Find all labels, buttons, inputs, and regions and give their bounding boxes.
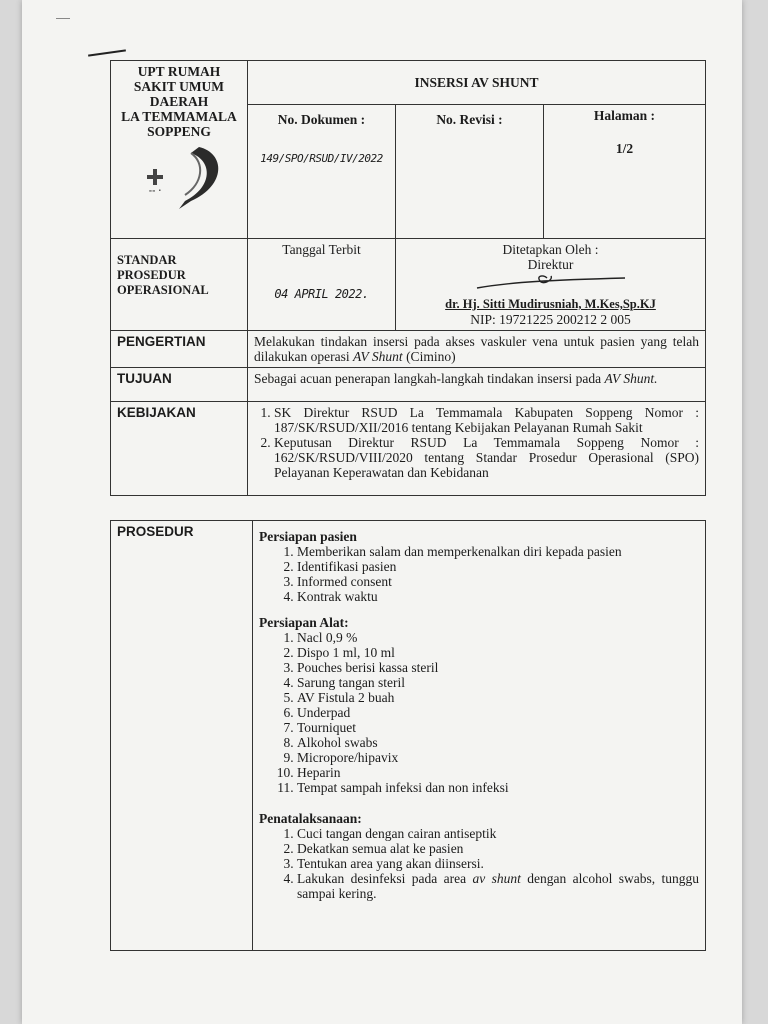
sop-label-line: STANDAR bbox=[117, 253, 177, 267]
institution-name-line: DAERAH bbox=[149, 94, 209, 109]
persiapan-pasien-title: Persiapan pasien bbox=[259, 529, 357, 544]
pengertian-label: PENGERTIAN bbox=[111, 331, 248, 368]
pen-mark bbox=[56, 18, 70, 19]
issued-label: Tanggal Terbit bbox=[282, 242, 361, 257]
doc-number-label: No. Dokumen : bbox=[277, 112, 366, 127]
institution-name-line: SAKIT UMUM bbox=[133, 79, 225, 94]
list-item bbox=[297, 871, 699, 901]
prosedur-table bbox=[110, 520, 706, 951]
list-item: 8. Alkohol swabs bbox=[297, 735, 699, 750]
penatalaksanaan-list bbox=[259, 826, 699, 901]
pengertian-text-part: Melakukan tindakan insersi pada akses vaskuler vena untuk pasien yang telah dilakukan operasi bbox=[254, 334, 699, 364]
kebijakan-label: KEBIJAKAN bbox=[111, 402, 248, 496]
sop-label-line: OPERASIONAL bbox=[117, 283, 209, 297]
list-item: 2. Dispo 1 ml, 10 ml bbox=[297, 645, 699, 660]
persiapan-pasien-list bbox=[259, 544, 699, 604]
list-item: 10. Heparin bbox=[297, 765, 699, 780]
list-item: 2. Keputusan Direktur RSUD La Temmamala Soppeng Nomor : 162/SK/RSUD/VIII/2020 tentang Standar Prosedur Operasional (SPO) Pelayanan Keperawatan dan Kebidanan bbox=[274, 435, 699, 480]
penatalaksanaan-title: Penatalaksanaan: bbox=[259, 811, 362, 826]
kebijakan-list-cell bbox=[248, 402, 706, 496]
persiapan-alat-title: Persiapan Alat: bbox=[259, 615, 349, 630]
pengertian-text bbox=[248, 331, 706, 368]
list-item: 1. Cuci tangan dengan cairan antiseptik bbox=[297, 826, 699, 841]
issued-cell bbox=[248, 239, 396, 331]
approved-role: Direktur bbox=[527, 257, 574, 272]
list-item: 11. Tempat sampah infeksi dan non infeksi bbox=[297, 780, 699, 795]
step-italic: av shunt bbox=[472, 871, 521, 886]
page-value: 1/2 bbox=[615, 141, 634, 156]
prosedur-label: PROSEDUR bbox=[111, 521, 253, 951]
institution-name-line: SOPPENG bbox=[147, 124, 211, 139]
tujuan-italic: AV Shunt. bbox=[604, 371, 658, 386]
page-label: Halaman : bbox=[593, 108, 656, 123]
list-item: 2. Identifikasi pasien bbox=[297, 559, 699, 574]
issued-value: 04 APRIL 2022. bbox=[274, 287, 369, 301]
tujuan-text-part: Sebagai acuan penerapan langkah-langkah tindakan insersi pada bbox=[254, 371, 605, 386]
list-item: 3. Pouches berisi kassa steril bbox=[297, 660, 699, 675]
prosedur-content bbox=[253, 521, 706, 951]
list-item: 9. Micropore/hipavix bbox=[297, 750, 699, 765]
institution-name-line: UPT RUMAH bbox=[137, 64, 221, 79]
persiapan-alat-list bbox=[259, 630, 699, 795]
doc-number-value: 149/SPO/RSUD/IV/2022 bbox=[260, 152, 383, 165]
tujuan-text bbox=[248, 368, 706, 402]
director-nip: NIP: 19721225 200212 2 005 bbox=[470, 312, 631, 327]
header-table bbox=[110, 60, 706, 496]
list-item: 4. Sarung tangan steril bbox=[297, 675, 699, 690]
list-item: 4. Kontrak waktu bbox=[297, 589, 699, 604]
page-cell bbox=[544, 105, 706, 239]
list-item: 5. AV Fistula 2 buah bbox=[297, 690, 699, 705]
approval-cell bbox=[396, 239, 706, 331]
pengertian-text-part: (Cimino) bbox=[402, 349, 456, 364]
pen-mark bbox=[88, 49, 126, 56]
doc-number-cell bbox=[248, 105, 396, 239]
step-text: Lakukan desinfeksi pada area bbox=[297, 871, 473, 886]
revision-cell bbox=[396, 105, 544, 239]
institution-cell bbox=[111, 61, 248, 239]
sop-label bbox=[111, 239, 248, 331]
list-item: 1. Memberikan salam dan memperkenalkan diri kepada pasien bbox=[297, 544, 699, 559]
list-item: 3. Tentukan area yang akan diinsersi. bbox=[297, 856, 699, 871]
institution-name-line: LA TEMMAMALA bbox=[121, 109, 237, 124]
tujuan-label: TUJUAN bbox=[111, 368, 248, 402]
director-name: dr. Hj. Sitti Mudirusniah, M.Kes,Sp.KJ bbox=[445, 297, 656, 311]
step-text: dengan alcohol swabs, tunggu sampai kering. bbox=[297, 871, 699, 901]
document-title: INSERSI AV SHUNT bbox=[248, 61, 706, 105]
svg-text:-- ·: -- · bbox=[148, 186, 162, 195]
hospital-logo bbox=[129, 143, 229, 213]
sop-label-line: PROSEDUR bbox=[117, 268, 186, 282]
list-item: 6. Underpad bbox=[297, 705, 699, 720]
list-item: 2. Dekatkan semua alat ke pasien bbox=[297, 841, 699, 856]
director-signature bbox=[471, 272, 631, 294]
approved-label: Ditetapkan Oleh : bbox=[502, 242, 599, 257]
list-item: 1. Nacl 0,9 % bbox=[297, 630, 699, 645]
pengertian-italic: AV Shunt bbox=[352, 349, 403, 364]
list-item: 7. Tourniquet bbox=[297, 720, 699, 735]
kebijakan-list bbox=[254, 405, 699, 480]
list-item: 3. Informed consent bbox=[297, 574, 699, 589]
list-item: 1. SK Direktur RSUD La Temmamala Kabupaten Soppeng Nomor : 187/SK/RSUD/XII/2016 tentang Kebijakan Pelayanan Rumah Sakit bbox=[274, 405, 699, 435]
revision-label: No. Revisi : bbox=[436, 112, 503, 127]
